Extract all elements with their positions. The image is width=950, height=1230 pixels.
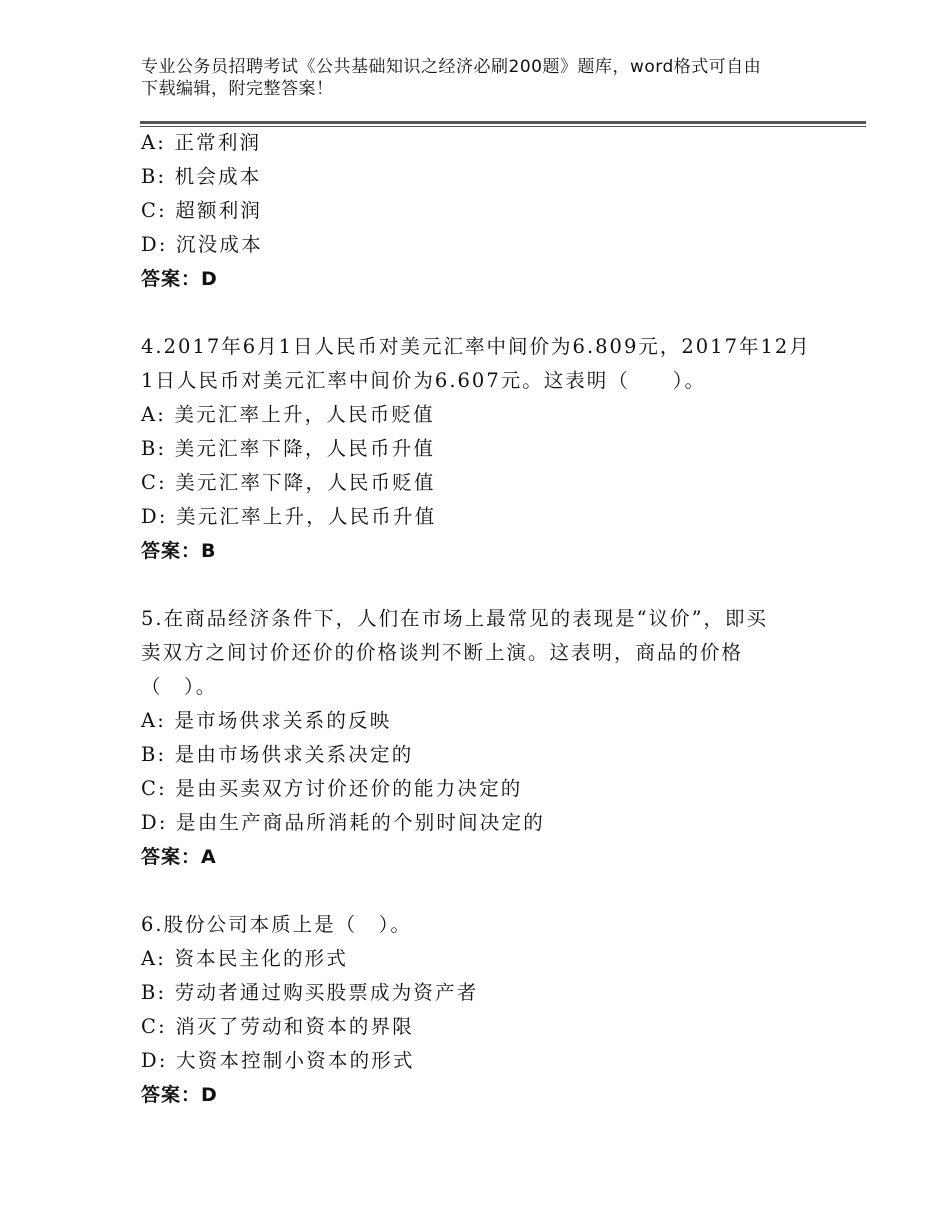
question-gap: [141, 568, 821, 602]
option-c: C: 消灭了劳动和资本的界限: [141, 1015, 414, 1038]
header-line-1: 专业公务员招聘考试《公共基础知识之经济必刷200题》题库，word格式可自由: [141, 57, 762, 77]
option-b: B: 劳动者通过购买股票成为资产者: [141, 981, 479, 1004]
question-stem-line: 4.2017年6月1日人民币对美元汇率中间价为6.809元，2017年12月: [141, 335, 811, 358]
question-stem-line: 1日人民币对美元汇率中间价为6.607元。这表明（ ）。: [141, 369, 706, 392]
header-line-2: 下载编辑，附完整答案！: [141, 79, 334, 99]
option-a: A: 是市场供求关系的反映: [141, 709, 392, 732]
question-6: [141, 908, 821, 1112]
document-header: [141, 56, 821, 100]
option-c: C: 超额利润: [141, 199, 263, 222]
question-stem-line: 5.在商品经济条件下，人们在市场上最常见的表现是“议价”，即买: [141, 607, 769, 630]
answer-label: 答案：D: [141, 268, 218, 290]
question-stem-line: 6.股份公司本质上是（ ）。: [141, 913, 412, 936]
question-stem-line: 卖双方之间讨价还价的价格谈判不断上演。这表明，商品的价格: [141, 641, 744, 664]
option-b: B: 美元汇率下降，人民币升值: [141, 437, 436, 460]
question-gap: [141, 296, 821, 330]
option-a: A: 正常利润: [141, 131, 262, 154]
option-a: A: 美元汇率上升，人民币贬值: [141, 403, 435, 426]
option-d: D: 是由生产商品所消耗的个别时间决定的: [141, 811, 545, 834]
option-d: D: 美元汇率上升，人民币升值: [141, 505, 437, 528]
question-3: [141, 126, 821, 296]
answer-label: 答案：B: [141, 540, 217, 562]
question-gap: [141, 874, 821, 908]
question-4: [141, 330, 821, 568]
option-d: D: 大资本控制小资本的形式: [141, 1049, 415, 1072]
question-stem-line: （ ）。: [141, 675, 218, 698]
option-b: B: 是由市场供求关系决定的: [141, 743, 414, 766]
option-a: A: 资本民主化的形式: [141, 947, 349, 970]
header-divider-thick: [140, 121, 866, 124]
option-d: D: 沉没成本: [141, 233, 263, 256]
option-c: C: 美元汇率下降，人民币贬值: [141, 471, 436, 494]
option-c: C: 是由买卖双方讨价还价的能力决定的: [141, 777, 523, 800]
option-b: B: 机会成本: [141, 165, 262, 188]
answer-label: 答案：D: [141, 1084, 218, 1106]
question-5: [141, 602, 821, 874]
question-list: [141, 126, 821, 1112]
answer-label: 答案：A: [141, 846, 217, 868]
